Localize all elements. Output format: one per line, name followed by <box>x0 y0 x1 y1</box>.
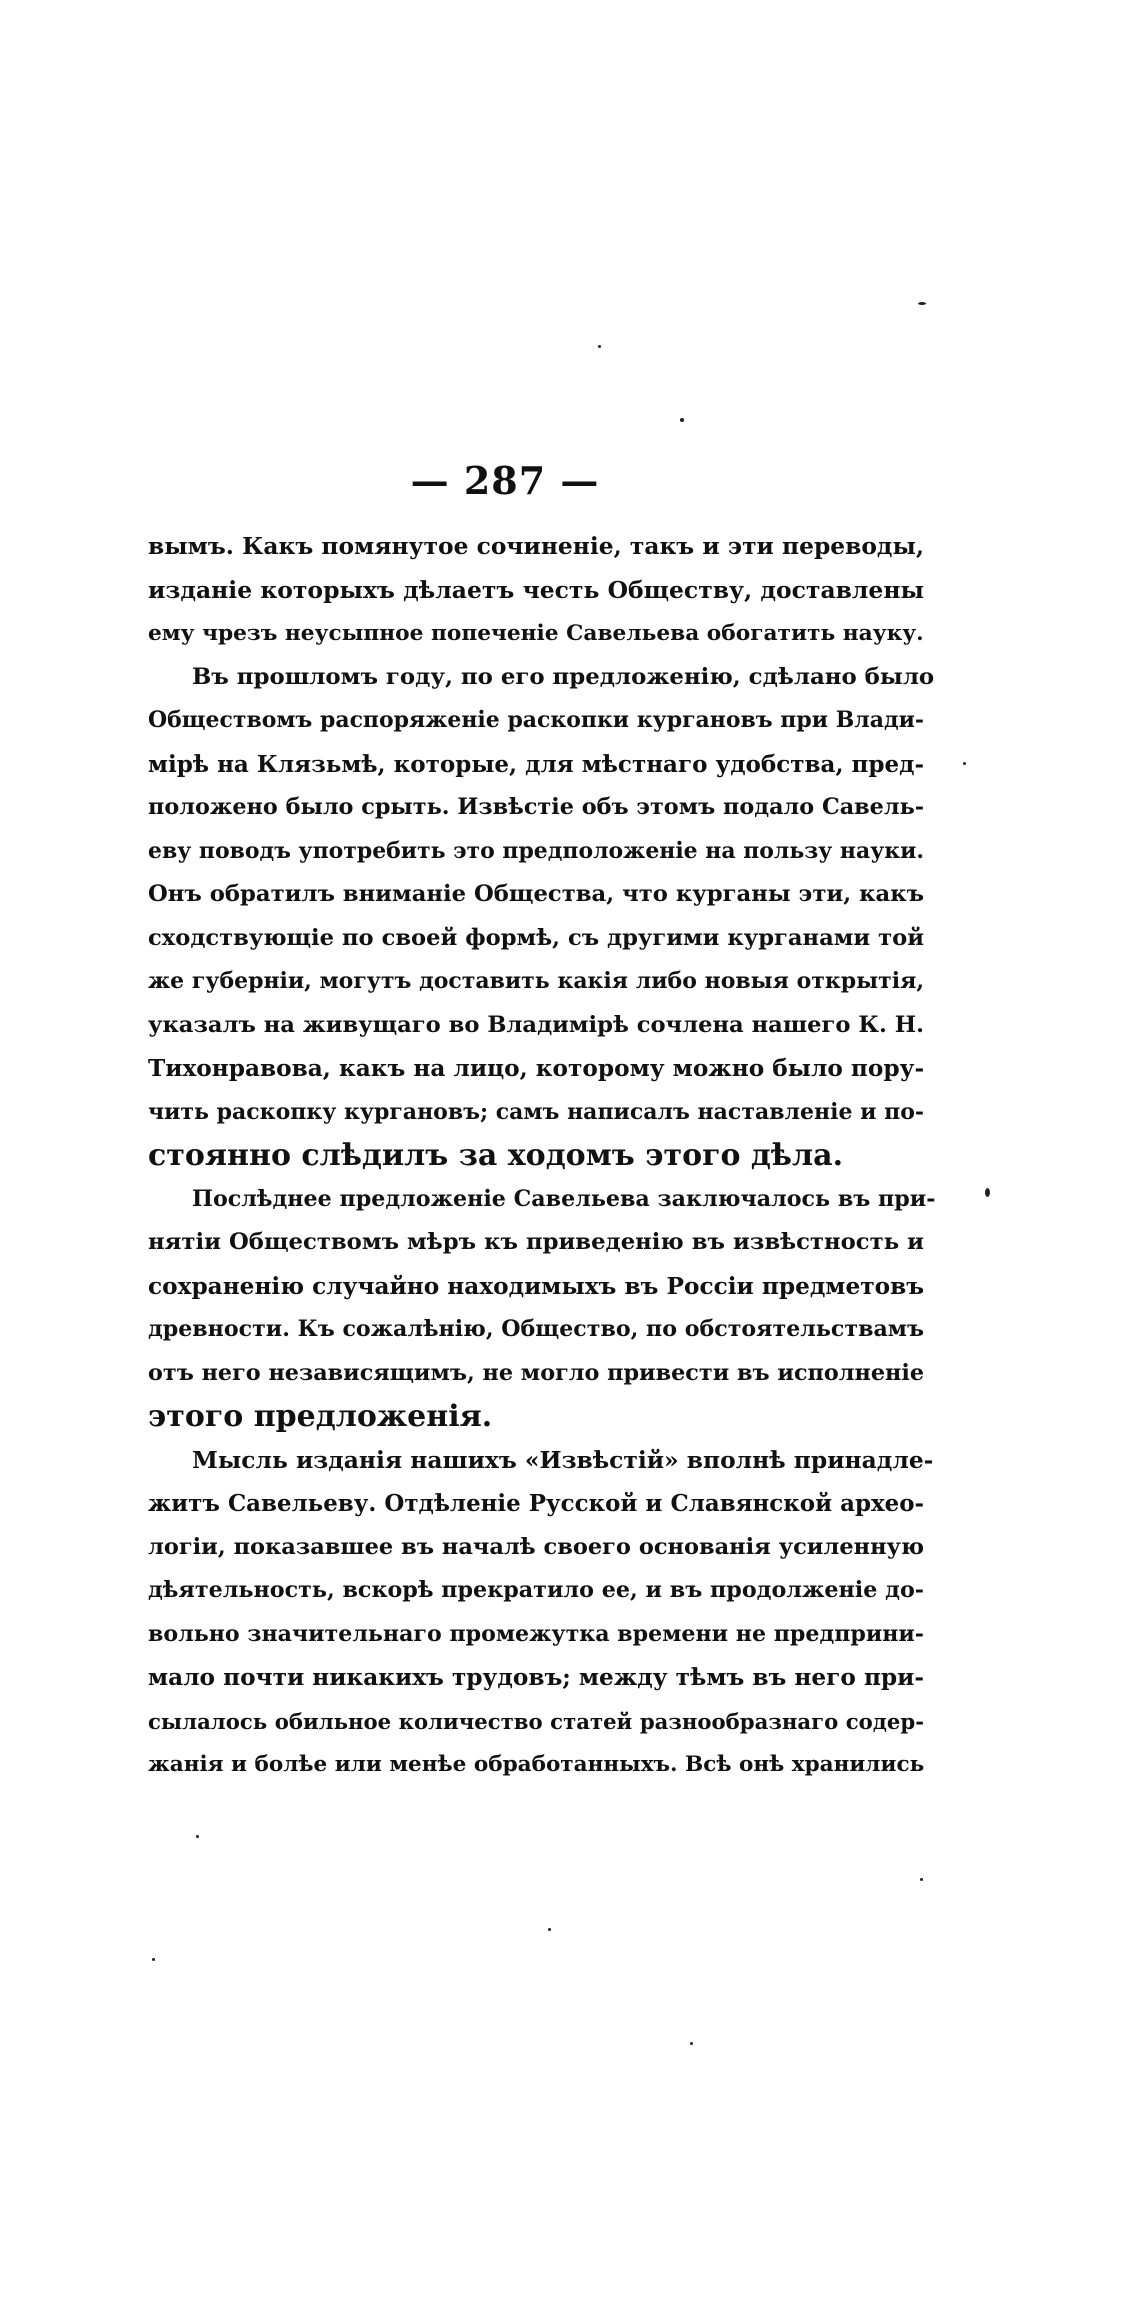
page-number: — 287 — <box>410 458 600 503</box>
text-line: Онъ обратилъ вниманіе Общества, что курганы эти, какъ <box>148 881 924 907</box>
text-line: нятіи Обществомъ мѣръ къ приведенію въ извѣстность и <box>148 1229 924 1255</box>
text-line: мало почти никакихъ трудовъ; между тѣмъ въ него при- <box>148 1664 924 1691</box>
text-line: сходствующіе по своей формѣ, съ другими курганами той <box>148 924 924 951</box>
scan-speck <box>920 1878 923 1881</box>
text-line: Въ прошломъ году, по его предложенію, сдѣлано было <box>192 663 935 690</box>
scan-speck <box>985 1188 990 1197</box>
text-line: жанія и болѣе или менѣе обработанныхъ. Всѣ онѣ хранились <box>148 1752 925 1777</box>
text-line: стоянно слѣдилъ за ходомъ этого дѣла. <box>148 1138 844 1173</box>
scan-speck <box>918 302 926 305</box>
text-line: Послѣднее предложеніе Савельева заключалось въ при- <box>192 1185 936 1212</box>
text-line: указалъ на живущаго во Владимірѣ сочлена нашего К. Н. <box>148 1011 924 1038</box>
text-line: чить раскопку кургановъ; самъ написалъ наставленіе и по- <box>148 1098 924 1125</box>
text-line: Обществомъ распоряженіе раскопки кургановъ при Влади- <box>148 707 924 733</box>
text-line: Мысль изданія нашихъ «Извѣстій» вполнѣ принадле- <box>192 1445 934 1474</box>
text-line: отъ него независящимъ, не могло привести въ исполненіе <box>148 1359 925 1386</box>
scan-speck <box>598 345 601 348</box>
text-line: этого предложенія. <box>148 1399 493 1434</box>
text-line: вольно значительнаго промежутка времени не предприни- <box>148 1620 924 1647</box>
text-line: логіи, показавшее въ началѣ своего основанія усиленную <box>148 1533 924 1560</box>
scan-speck <box>963 762 966 765</box>
text-line: дѣятельность, вскорѣ прекратило ее, и въ продолженіе до- <box>148 1577 924 1603</box>
text-line: сохраненію случайно находимыхъ въ Россіи предметовъ <box>148 1272 924 1300</box>
text-line: еву поводъ употребить это предположеніе на пользу науки. <box>148 837 924 864</box>
text-line: положено было срыть. Извѣстіе объ этомъ подало Савель- <box>148 794 924 820</box>
text-line: Тихонравова, какъ на лицо, которому можно было пору- <box>148 1055 925 1082</box>
text-line: ему чрезъ неусыпное попеченіе Савельева обогатить науку. <box>148 621 924 646</box>
text-line: древности. Къ сожалѣнію, Общество, по обстоятельствамъ <box>148 1316 924 1342</box>
scan-speck <box>690 2042 693 2045</box>
scan-speck <box>680 418 684 422</box>
text-line: житъ Савельеву. Отдѣленіе Русской и Славянской архео- <box>148 1490 924 1517</box>
text-line: мірѣ на Клязьмѣ, которые, для мѣстнаго удобства, пред- <box>148 750 924 778</box>
text-line: изданіе которыхъ дѣлаетъ честь Обществу, доставлены <box>148 575 924 604</box>
text-line: вымъ. Какъ помянутое сочиненіе, такъ и эти переводы, <box>148 532 924 560</box>
text-line: же губерніи, могутъ доставить какія либо новыя открытія, <box>148 968 924 994</box>
scan-speck <box>152 1958 155 1961</box>
scan-speck <box>548 1928 551 1931</box>
body-text <box>148 525 936 1787</box>
scan-speck <box>196 1835 199 1838</box>
text-line: сылалось обильное количество статей разнообразнаго содер- <box>148 1708 924 1734</box>
